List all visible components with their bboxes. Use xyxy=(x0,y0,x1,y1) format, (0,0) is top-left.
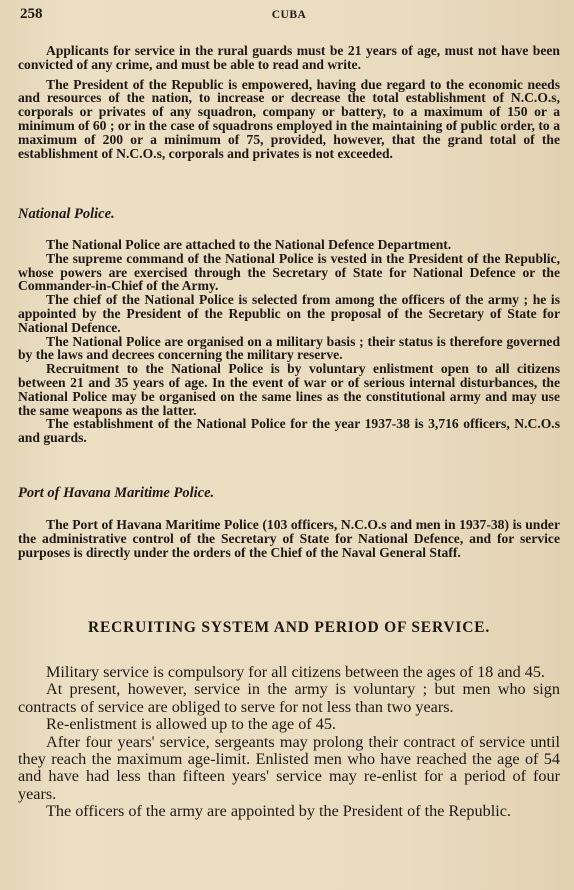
national-police-paragraph-5: Recruitment to the National Police is by voluntary enlistment open to all citizens between 21 and 35 years of age. In the event of war or of serious internal disturbances, the National Police may be organised on the same lines as the constitutional army and may use the same weapons as the latter. xyxy=(18,361,560,418)
national-police-paragraph-4: The National Police are organised on a military basis ; their status is therefore governed by the laws and decrees concerning the military reserve. xyxy=(18,333,560,363)
intro-paragraph-2: The President of the Republic is empowered, having due regard to the economic needs and resources of the nation, to increase or decrease the total establishment of N.C.O.s, corporals or privates of any squadron, company or battery, to a maximum of 150 or a minimum of 60 ; or in the case of squadrons employed in the maintaining of public order, to a maximum of 200 or a minimum of 75, provided, however, that the grand total of the establishment of N.C.O.s, corporals and privates is not exceeded. xyxy=(18,76,560,161)
recruiting-paragraph-3: Re-enlistment is allowed up to the age of 45. xyxy=(46,715,336,734)
havana-police-paragraph-1: The Port of Havana Maritime Police (103 officers, N.C.O.s and men in 1937-38) is under the administrative control of the Secretary of State for National Defence, and for service purposes is directly under the orders of the Chief of the Naval General Staff. xyxy=(18,517,560,560)
recruiting-section xyxy=(18,664,560,821)
national-police-paragraph-3: The chief of the National Police is selected from among the officers of the army ; he is appointed by the President of the Republic on the proposal of the Secretary of State for National Defence. xyxy=(18,292,560,335)
running-title: CUBA xyxy=(271,9,307,21)
national-police-paragraph-6: The establishment of the National Police for the year 1937-38 is 3,716 officers, N.C.O.s and guards. xyxy=(18,416,560,446)
havana-police-section xyxy=(18,518,560,559)
recruiting-heading-block xyxy=(18,619,560,637)
page-header xyxy=(20,6,558,26)
havana-police-heading: Port of Havana Maritime Police. xyxy=(18,485,215,501)
page-number: 258 xyxy=(20,6,43,22)
intro-paragraph-1: Applicants for service in the rural guards must be 21 years of age, must not have been convicted of any crime, and must be able to read and write. xyxy=(18,43,560,72)
recruiting-paragraph-5: The officers of the army are appointed by the President of the Republic. xyxy=(46,802,511,821)
recruiting-paragraph-2: At present, however, service in the army is voluntary ; but men who sign contracts of service are obliged to serve for not less than two years. xyxy=(18,680,560,716)
intro-section xyxy=(18,44,560,160)
recruiting-heading: RECRUITING SYSTEM AND PERIOD OF SERVICE. xyxy=(87,619,491,636)
havana-police-heading-block xyxy=(18,485,560,502)
national-police-heading-block xyxy=(18,206,560,223)
recruiting-paragraph-1: Military service is compulsory for all citizens between the ages of 18 and 45. xyxy=(46,663,545,681)
national-police-section xyxy=(18,238,560,445)
recruiting-paragraph-4: After four years' service, sergeants may prolong their contract of service until they reach the maximum age-limit. Enlisted men who have reached the age of 54 and have had less than fifteen years' service may re-enlist for a period of four years. xyxy=(18,732,560,803)
national-police-paragraph-1: The National Police are attached to the National Defence Department. xyxy=(46,237,452,252)
national-police-heading: National Police. xyxy=(18,206,115,222)
national-police-paragraph-2: The supreme command of the National Police is vested in the President of the Republic, whose powers are exercised through the Secretary of State for National Defence or the Commander-in-Chief of the Army. xyxy=(18,250,560,294)
